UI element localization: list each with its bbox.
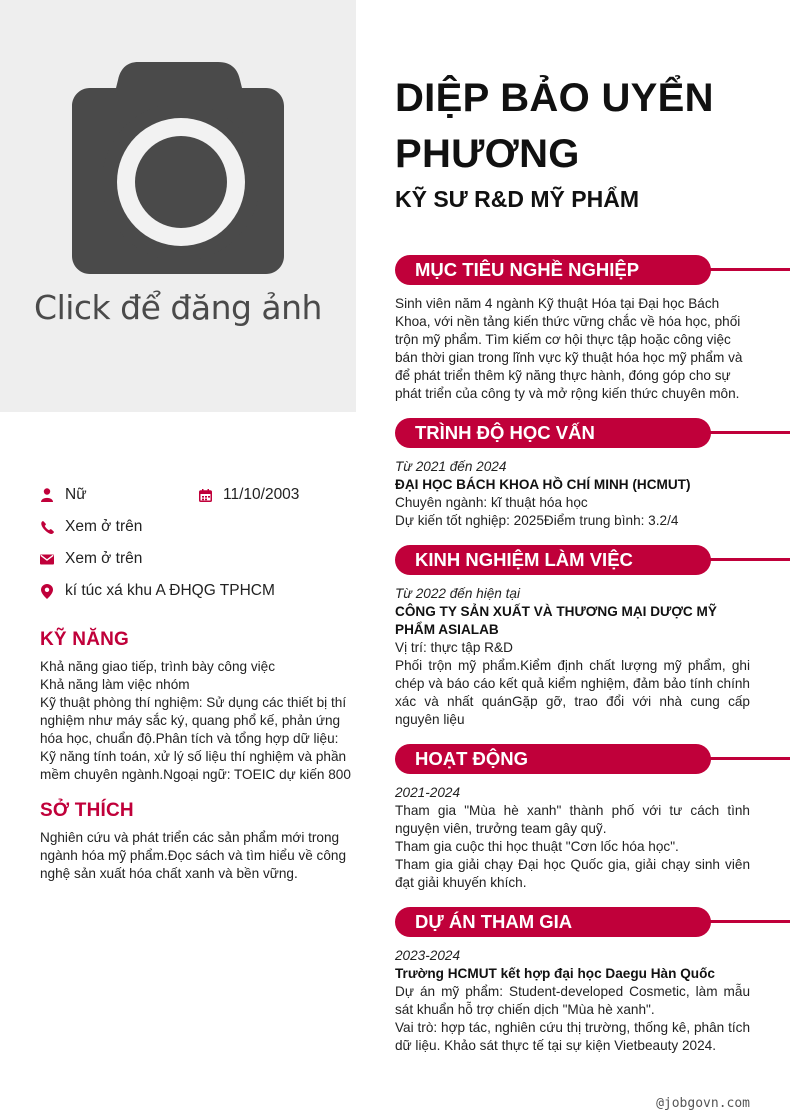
- activity-item: Tham gia giải chạy Đại học Quốc gia, giải chạy sinh viên đạt giải khuyến khích.: [395, 857, 750, 890]
- education-school: ĐẠI HỌC BÁCH KHOA HỒ CHÍ MINH (HCMUT): [395, 477, 691, 492]
- objective-header: [395, 255, 790, 285]
- education-header: [395, 418, 790, 448]
- activities-block: [395, 784, 750, 892]
- birthday-value: 11/10/2003: [223, 486, 300, 503]
- education-heading: TRÌNH ĐỘ HỌC VẤN: [395, 418, 711, 448]
- person-icon: [40, 488, 54, 502]
- experience-description: Phối trộn mỹ phẩm.Kiểm định chất lượng mỹ phẩm, ghi chép và báo cáo kết quả kiểm nghiệm, đảm bảo tính chính xác và nhất quánGặp gỡ, trao đổi với nhà cung cấp nguyên liệu: [395, 658, 750, 727]
- candidate-name: DIỆP BẢO UYỂN PHƯƠNG: [395, 76, 714, 176]
- project-name: Trường HCMUT kết hợp đại học Daegu Hàn Quốc: [395, 966, 715, 981]
- skill-item: Kỹ thuật phòng thí nghiệm: Sử dụng các thiết bị thí nghiệm như máy sắc ký, quang phổ kế, phản ứng hóa học, chuẩn độ.Phân tích và tổng hợp dữ liệu: Kỹ năng tính toán, xử lý số liệu thí nghiệm và phần mềm chuyên ngành.Ngoại ngữ: TOEIC dự kiến 800: [40, 695, 351, 782]
- experience-company: CÔNG TY SẢN XUẤT VÀ THƯƠNG MẠI DƯỢC MỸ PHẨM ASIALAB: [395, 604, 717, 637]
- location-icon: [40, 584, 54, 598]
- email-value[interactable]: Xem ở trên: [65, 550, 143, 567]
- activities-header: [395, 744, 790, 774]
- experience-period: Từ 2022 đến hiện tại: [395, 586, 521, 601]
- photo-upload-label: Click để đăng ảnh: [34, 288, 322, 327]
- skills-list: [40, 658, 355, 784]
- hobbies-heading: SỞ THÍCH: [40, 800, 134, 821]
- education-detail: Dự kiến tốt nghiệp: 2025Điểm trung bình: 3.2/4: [395, 513, 679, 528]
- project-item: Dự án mỹ phẩm: Student-developed Cosmetic, làm mẫu sát khuẩn hỗ trợ chiến dịch "Mùa hè xanh".: [395, 984, 750, 1017]
- experience-header: [395, 545, 790, 575]
- activity-item: Tham gia "Mùa hè xanh" thành phố với tư cách tình nguyện viên, trưởng team gây quỹ.: [395, 803, 750, 836]
- experience-position: Vị trí: thực tập R&D: [395, 640, 513, 655]
- info-phone: [40, 516, 142, 538]
- skills-heading: KỸ NĂNG: [40, 629, 130, 650]
- info-address: [40, 580, 275, 602]
- gender-value: Nữ: [65, 486, 87, 503]
- skill-item: Khả năng giao tiếp, trình bày công việc: [40, 659, 276, 674]
- address-value: kí túc xá khu A ĐHQG TPHCM: [65, 582, 275, 599]
- education-block: [395, 458, 750, 530]
- camera-icon: [72, 62, 284, 274]
- candidate-role: KỸ SƯ R&D MỸ PHẨM: [395, 186, 639, 212]
- experience-block: [395, 585, 750, 729]
- activity-item: Tham gia cuộc thi học thuật "Cơn lốc hóa học".: [395, 839, 679, 854]
- objective-heading: MỤC TIÊU NGHỀ NGHIỆP: [395, 255, 711, 285]
- education-period: Từ 2021 đến 2024: [395, 459, 507, 474]
- info-birthday: [198, 484, 299, 506]
- phone-value[interactable]: Xem ở trên: [65, 518, 143, 535]
- experience-heading: KINH NGHIỆM LÀM VIỆC: [395, 545, 711, 575]
- education-major: Chuyên ngành: kĩ thuật hóa học: [395, 495, 588, 510]
- projects-period: 2023-2024: [395, 948, 461, 963]
- skill-item: Khả năng làm việc nhóm: [40, 677, 190, 692]
- projects-heading: DỰ ÁN THAM GIA: [395, 907, 711, 937]
- projects-block: [395, 947, 750, 1055]
- project-item: Vai trò: hợp tác, nghiên cứu thị trường, thống kê, phân tích dữ liệu. Khảo sát thực tế tại sự kiện Vietbeauty 2024.: [395, 1020, 750, 1053]
- info-gender: [40, 484, 87, 506]
- info-email: [40, 548, 142, 570]
- watermark: @jobgovn.com: [656, 1096, 750, 1111]
- calendar-icon: [198, 488, 212, 502]
- mail-icon: [40, 552, 54, 566]
- photo-upload-area[interactable]: [0, 0, 356, 412]
- activities-heading: HOẠT ĐỘNG: [395, 744, 711, 774]
- phone-icon: [40, 520, 54, 534]
- activities-period: 2021-2024: [395, 785, 461, 800]
- projects-header: [395, 907, 790, 937]
- objective-text: Sinh viên năm 4 ngành Kỹ thuật Hóa tại Đại học Bách Khoa, với nền tảng kiến thức vững chắc về hóa học, phối trộn mỹ phẩm. Tìm kiếm cơ hội thực tập hoặc công việc bán thời gian trong lĩnh vực kỹ thuật hóa học mỹ phẩm và để phát triển thêm kỹ năng thực hành, đóng góp cho sự phát triển của công ty và mở rộng kiến thức chuyên môn.: [395, 296, 743, 401]
- hobbies-text: Nghiên cứu và phát triển các sản phẩm mới trong ngành hóa mỹ phẩm.Đọc sách và tìm hiểu về công nghệ sản xuất hóa chất xanh và bền vững.: [40, 830, 347, 881]
